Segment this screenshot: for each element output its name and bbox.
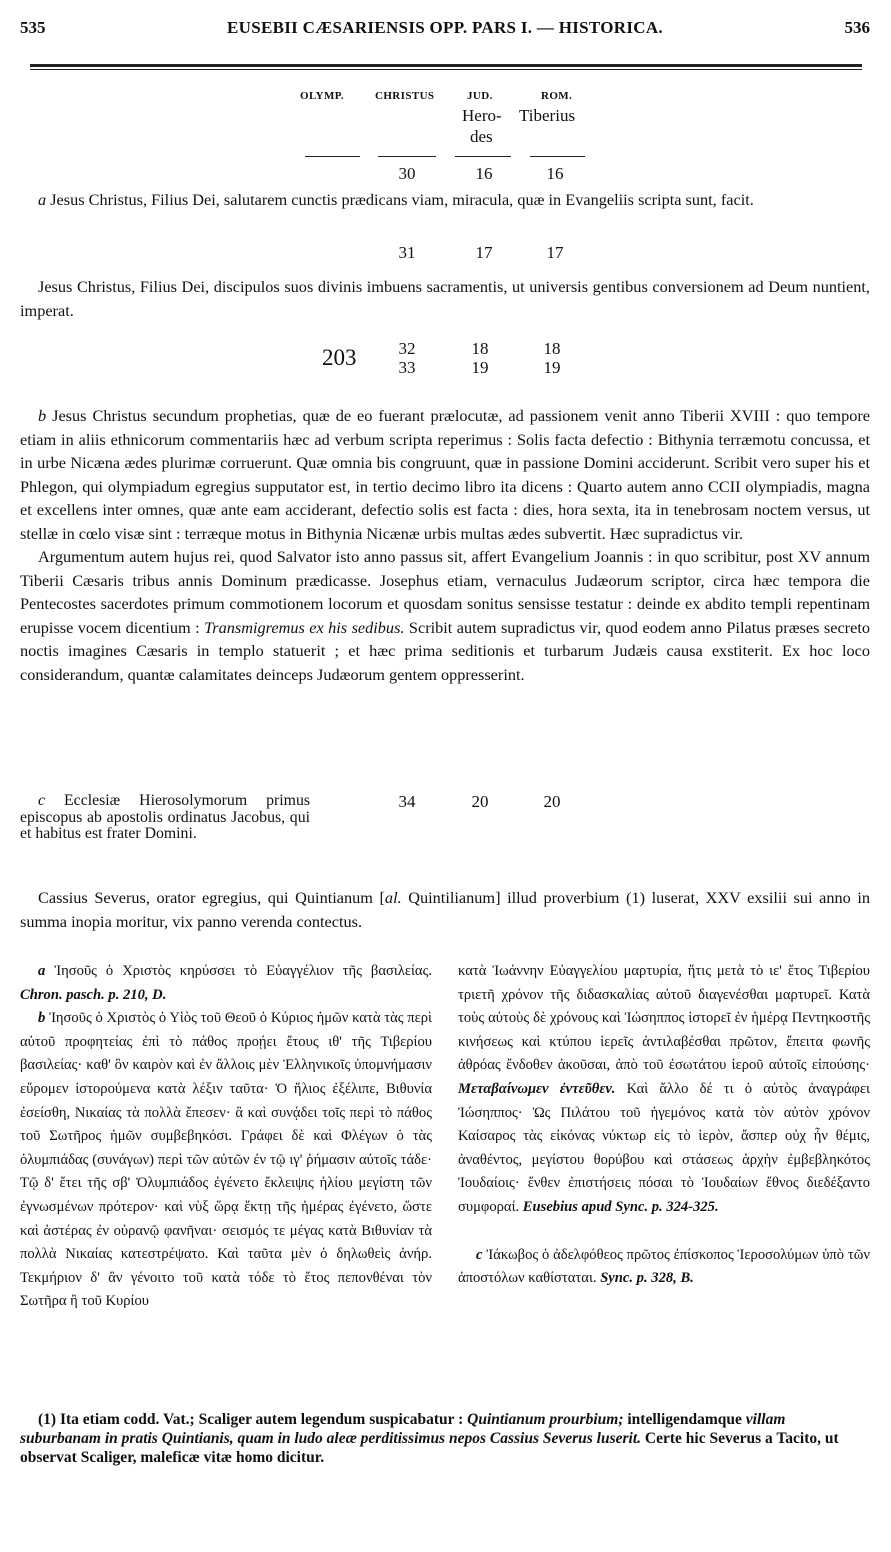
- olymp-number: 203: [322, 345, 357, 370]
- header-rule-thin: [30, 69, 862, 70]
- entry-text: Jesus Christus, Filius Dei, salutarem cunctis prædicans viam, miracula, quæ in Evangeliis scripta sunt, facit.: [50, 190, 754, 209]
- page-number-left: 535: [20, 18, 46, 37]
- greek-column-right: [458, 960, 870, 1291]
- quotation: Transmigremus ex his sedibus.: [204, 617, 405, 637]
- entry-text: Quintilianum] illud proverbium (1) luserat, XXV exsilii sui anno in summa inopia moritur, vix panno verenda contectus.: [20, 888, 870, 931]
- entry-31: [20, 275, 870, 322]
- footnote-text: Certe hic Severus a Tacito, ut observat Scaliger, maleficæ vitæ homo dicitur.: [20, 1430, 839, 1466]
- col-divider: [378, 156, 436, 157]
- footnote-quote: villam suburbanam in pratis Quintianis, quam in ludo aleæ perditissimus nepos Cassius Severus luserit.: [20, 1411, 786, 1447]
- col-divider: [455, 156, 511, 157]
- jud-year: 18: [471, 339, 489, 358]
- jud-sub-2: des: [470, 127, 493, 146]
- entry-cassius: [20, 886, 870, 933]
- quotation: Μεταβαίνωμεν ἐντεῦθεν.: [458, 1080, 616, 1097]
- source-ref: Sync. p. 328, B.: [600, 1270, 694, 1287]
- jud-year: 20: [471, 792, 489, 811]
- note-marker: b: [38, 406, 47, 425]
- note-marker: a: [38, 963, 46, 979]
- page-number-right: 536: [844, 18, 870, 37]
- rom-year: 16: [546, 164, 564, 183]
- page-header: [20, 18, 870, 48]
- jud-sub-1: Hero-: [462, 106, 502, 125]
- rom-sub: Tiberius: [519, 106, 576, 125]
- entry-text: Argumentum autem hujus rei, quod Salvator isto anno passus sit, affert Evangelium Joannis : in quo scribitur, post XV annum Tiberii Cæsaris tribus annis Dominum prædicasse. Josephus etiam, vernaculus Judæorum scriptor, circa hæc tempora die Pentecostes sacerdotes primum commotionem locorum et quosdam sonitus sensisse testatur : deinde ex abdito templi repentinam erupisse vocem dicentium :: [20, 547, 870, 637]
- greek-text: Ἰησοῦς ὁ Χριστὸς κηρύσσει τὸ Εὐαγγέλιον τῆς βασιλείας.: [54, 963, 432, 979]
- col-rom: ROM.: [541, 90, 573, 102]
- rom-year: 18: [543, 339, 561, 358]
- note-marker: a: [38, 190, 47, 209]
- christus-year: 31: [398, 243, 416, 262]
- entry-c: [20, 793, 310, 843]
- christus-year: 34: [398, 792, 416, 811]
- footnote: [20, 1410, 870, 1467]
- note-marker: b: [38, 1010, 46, 1027]
- col-divider: [530, 156, 585, 157]
- greek-text: Ἰησοῦς ὁ Χριστὸς ὁ Υἱὸς τοῦ Θεοῦ ὁ Κύριος ἡμῶν κατὰ τὰς περὶ αὐτοῦ προφητείας ἐπὶ τὸ πάθος προῄει ἔτους ιθ' τῆς Τιβερίου βασιλείας· καθ' ὃν καιρὸν καὶ ἐν ἄλλοις μὲν Ἑλληνικοῖς ὑπομνήμασιν εὕρομεν ἱστορούμενα κατὰ λέξιν ταῦτα· Ὁ ἥλιος ἐξέλιπε, Βιθυνία ἐσείσθη, Νικαίας τὰ πολλὰ ἔπεσεν· ἃ καὶ συνᾴδει τοῖς περὶ τὸ πάθος τοῦ Σωτῆρος ἡμῶν συμβεβηκόσι. Γράφει δὲ καὶ Φλέγων ὁ τὰς ὀλυμπιάδας (συνάγων) περὶ τῶν αὐτῶν ἐν τῷ ιγ' ῥήμασιν αὐτοῖς τάδε· Τῷ δ' ἔτει τῆς σβ' Ὀλυμπιάδος ἐγένετο ἔκλειψις ἡλίου μεγίστη τῶν ἐγνωσμένων πρότερον· καὶ νὺξ ὥρᾳ ἕκτῃ τῆς ἡμέρας ἐγένετο, ὥστε καὶ ἀστέρας ἐν οὐρανῷ φανῆναι· σεισμός τε μέγας κατὰ Βιθυνίαν τὰ πολλὰ Νικαίας κατεστρέψατο. Καὶ ταῦτα μὲν ὁ δηλωθεὶς ἀνήρ. Τεκμήριον δ' ἂν γένοιτο τοῦ κατὰ τόδε τὸ ἔτος πεπονθέναι τὸν Σωτῆρα ἢ τοῦ Κυρίου: [20, 1010, 432, 1310]
- col-olymp: OLYMP.: [300, 90, 345, 102]
- col-divider: [305, 156, 360, 157]
- variant-note: al.: [384, 888, 402, 907]
- christus-year: 33: [398, 358, 416, 377]
- rom-year: 17: [546, 243, 564, 262]
- jud-year: 16: [475, 164, 493, 183]
- entry-text: Jesus Christus secundum prophetias, quæ de eo fuerant prælocutæ, ad passionem venit anno Tiberii XVIII : quo tempore etiam in aliis ethnicorum commentariis hæc ad verbum scripta reperimus : Solis facta defectio : Bithynia terræmotu concussa, et in urbe Nicæna ædes plurimæ corruerunt. Quæ omnia bis congruunt, quæ in passione Domini acciderunt. Scribit vero super his et Phlegon, qui olympiadum egregius supputator est, in tertio decimo libro ita dicens : Quarto autem anno CCII olympiadis, magna et excellens inter omnes, quæ ante eam acciderant, defectio solis est facta : dies, hora sexta, ita in tenebrosam noctem versus, ut stellæ in cœlo visæ sint : terræque motus in Bithynia Nicænæ urbis multas ædes subvertit. Hæc supradictus vir.: [20, 406, 870, 543]
- jud-year: 17: [475, 243, 493, 262]
- entry-b: [20, 404, 870, 686]
- source-ref: Eusebius apud Sync. p. 324-325.: [522, 1198, 719, 1215]
- rom-year: 20: [543, 792, 561, 811]
- footnote-text: intelligendamque: [627, 1411, 742, 1428]
- col-christus: CHRISTUS: [375, 90, 435, 102]
- note-marker: c: [38, 792, 46, 809]
- jud-year: 19: [471, 358, 489, 377]
- rom-year: 19: [543, 358, 561, 377]
- christus-year: 32: [398, 339, 416, 358]
- greek-text: Καὶ ἄλλο δέ τι ὁ αὐτὸς ἀναγράφει Ἰώσηππος· Ὡς Πιλάτου τοῦ ἡγεμόνος κατὰ τὸν αὐτὸν χρόνον Καίσαρος τὰς εἰκόνας νύκτωρ εἰς τὸ ἱερὸν, ἄσπερ οὐχ ἦν θέμις, ἀναθέντος, μεγίστου θορύβου καὶ στάσεως ἀρχὴν ἐμβεβληκότος Ἰουδαίοις· ἔνθεν ἐπιστήσεις πόσαι τὸ Ἰουδαίων ἔθνος διεδέξαντο συμφοραί.: [458, 1080, 870, 1215]
- entry-text: Scribit autem supradictus vir, quod eodem anno Pilatus præses secreto noctis imagines Cæsaris in templo statuerit ; et hæc prima seditionis et turbarum Judæis causa exstiterit. Ex hoc loco considerandum, quantæ calamitates deinceps Judæorum gentem oppresserint.: [20, 617, 870, 684]
- header-rule: [30, 64, 862, 67]
- entry-text: Jesus Christus, Filius Dei, discipulos suos divinis imbuens sacramentis, ut universis gentibus conversionem ad Deum nuntient, imperat.: [20, 277, 870, 320]
- entry-text: Cassius Severus, orator egregius, qui Quintianum [: [38, 888, 385, 907]
- entry-text: Ecclesiæ Hierosolymorum primus episcopus ab apostolis ordinatus Jacobus, qui et habitus est frater Domini.: [20, 792, 311, 842]
- greek-text: Ἰάκωβος ὁ ἀδελφόθεος πρῶτος ἐπίσκοπος Ἱεροσολύμων ὑπὸ τῶν ἀποστόλων καθίσταται.: [458, 1246, 870, 1287]
- entry-a: [20, 188, 870, 212]
- note-marker: c: [476, 1246, 483, 1263]
- source-ref: Chron. pasch. p. 210, D.: [20, 986, 167, 1003]
- christus-year: 30: [398, 164, 416, 183]
- greek-column-left: [20, 960, 432, 1314]
- greek-text: κατὰ Ἰωάννην Εὐαγγελίου μαρτυρία, ἥτις μετὰ τὸ ιε' ἔτος Τιβερίου τριετῆ χρόνον τῆς διδασκαλίας αὐτοῦ διαγενέσθαι μαρτυρεῖ. Κατὰ τοὺς αὐτοὺς δὲ χρόνους καὶ Ἰώσηππος ἱστορεῖ ἐν ἡμέρᾳ Πεντηκοστῆς κινήσεως καὶ κτύπου ἱερεῖς ἀντιλαβέσθαι πρῶτον, ἔπειτα φωνῆς ἀθρόας ἔνδοθεν ἀκοῦσαι, ἀπὸ τοῦ ἐσωτάτου ἱεροῦ αὐτοῖς εἰπούσης·: [458, 963, 870, 1074]
- col-jud: JUD.: [467, 90, 493, 102]
- running-title: EUSEBII CÆSARIENSIS OPP. PARS I. — HISTORICA.: [227, 18, 663, 37]
- footnote-number: (1): [38, 1411, 57, 1428]
- footnote-text: Ita etiam codd. Vat.; Scaliger autem legendum suspicabatur :: [59, 1411, 464, 1428]
- footnote-quote: Quintianum prourbium;: [467, 1411, 624, 1428]
